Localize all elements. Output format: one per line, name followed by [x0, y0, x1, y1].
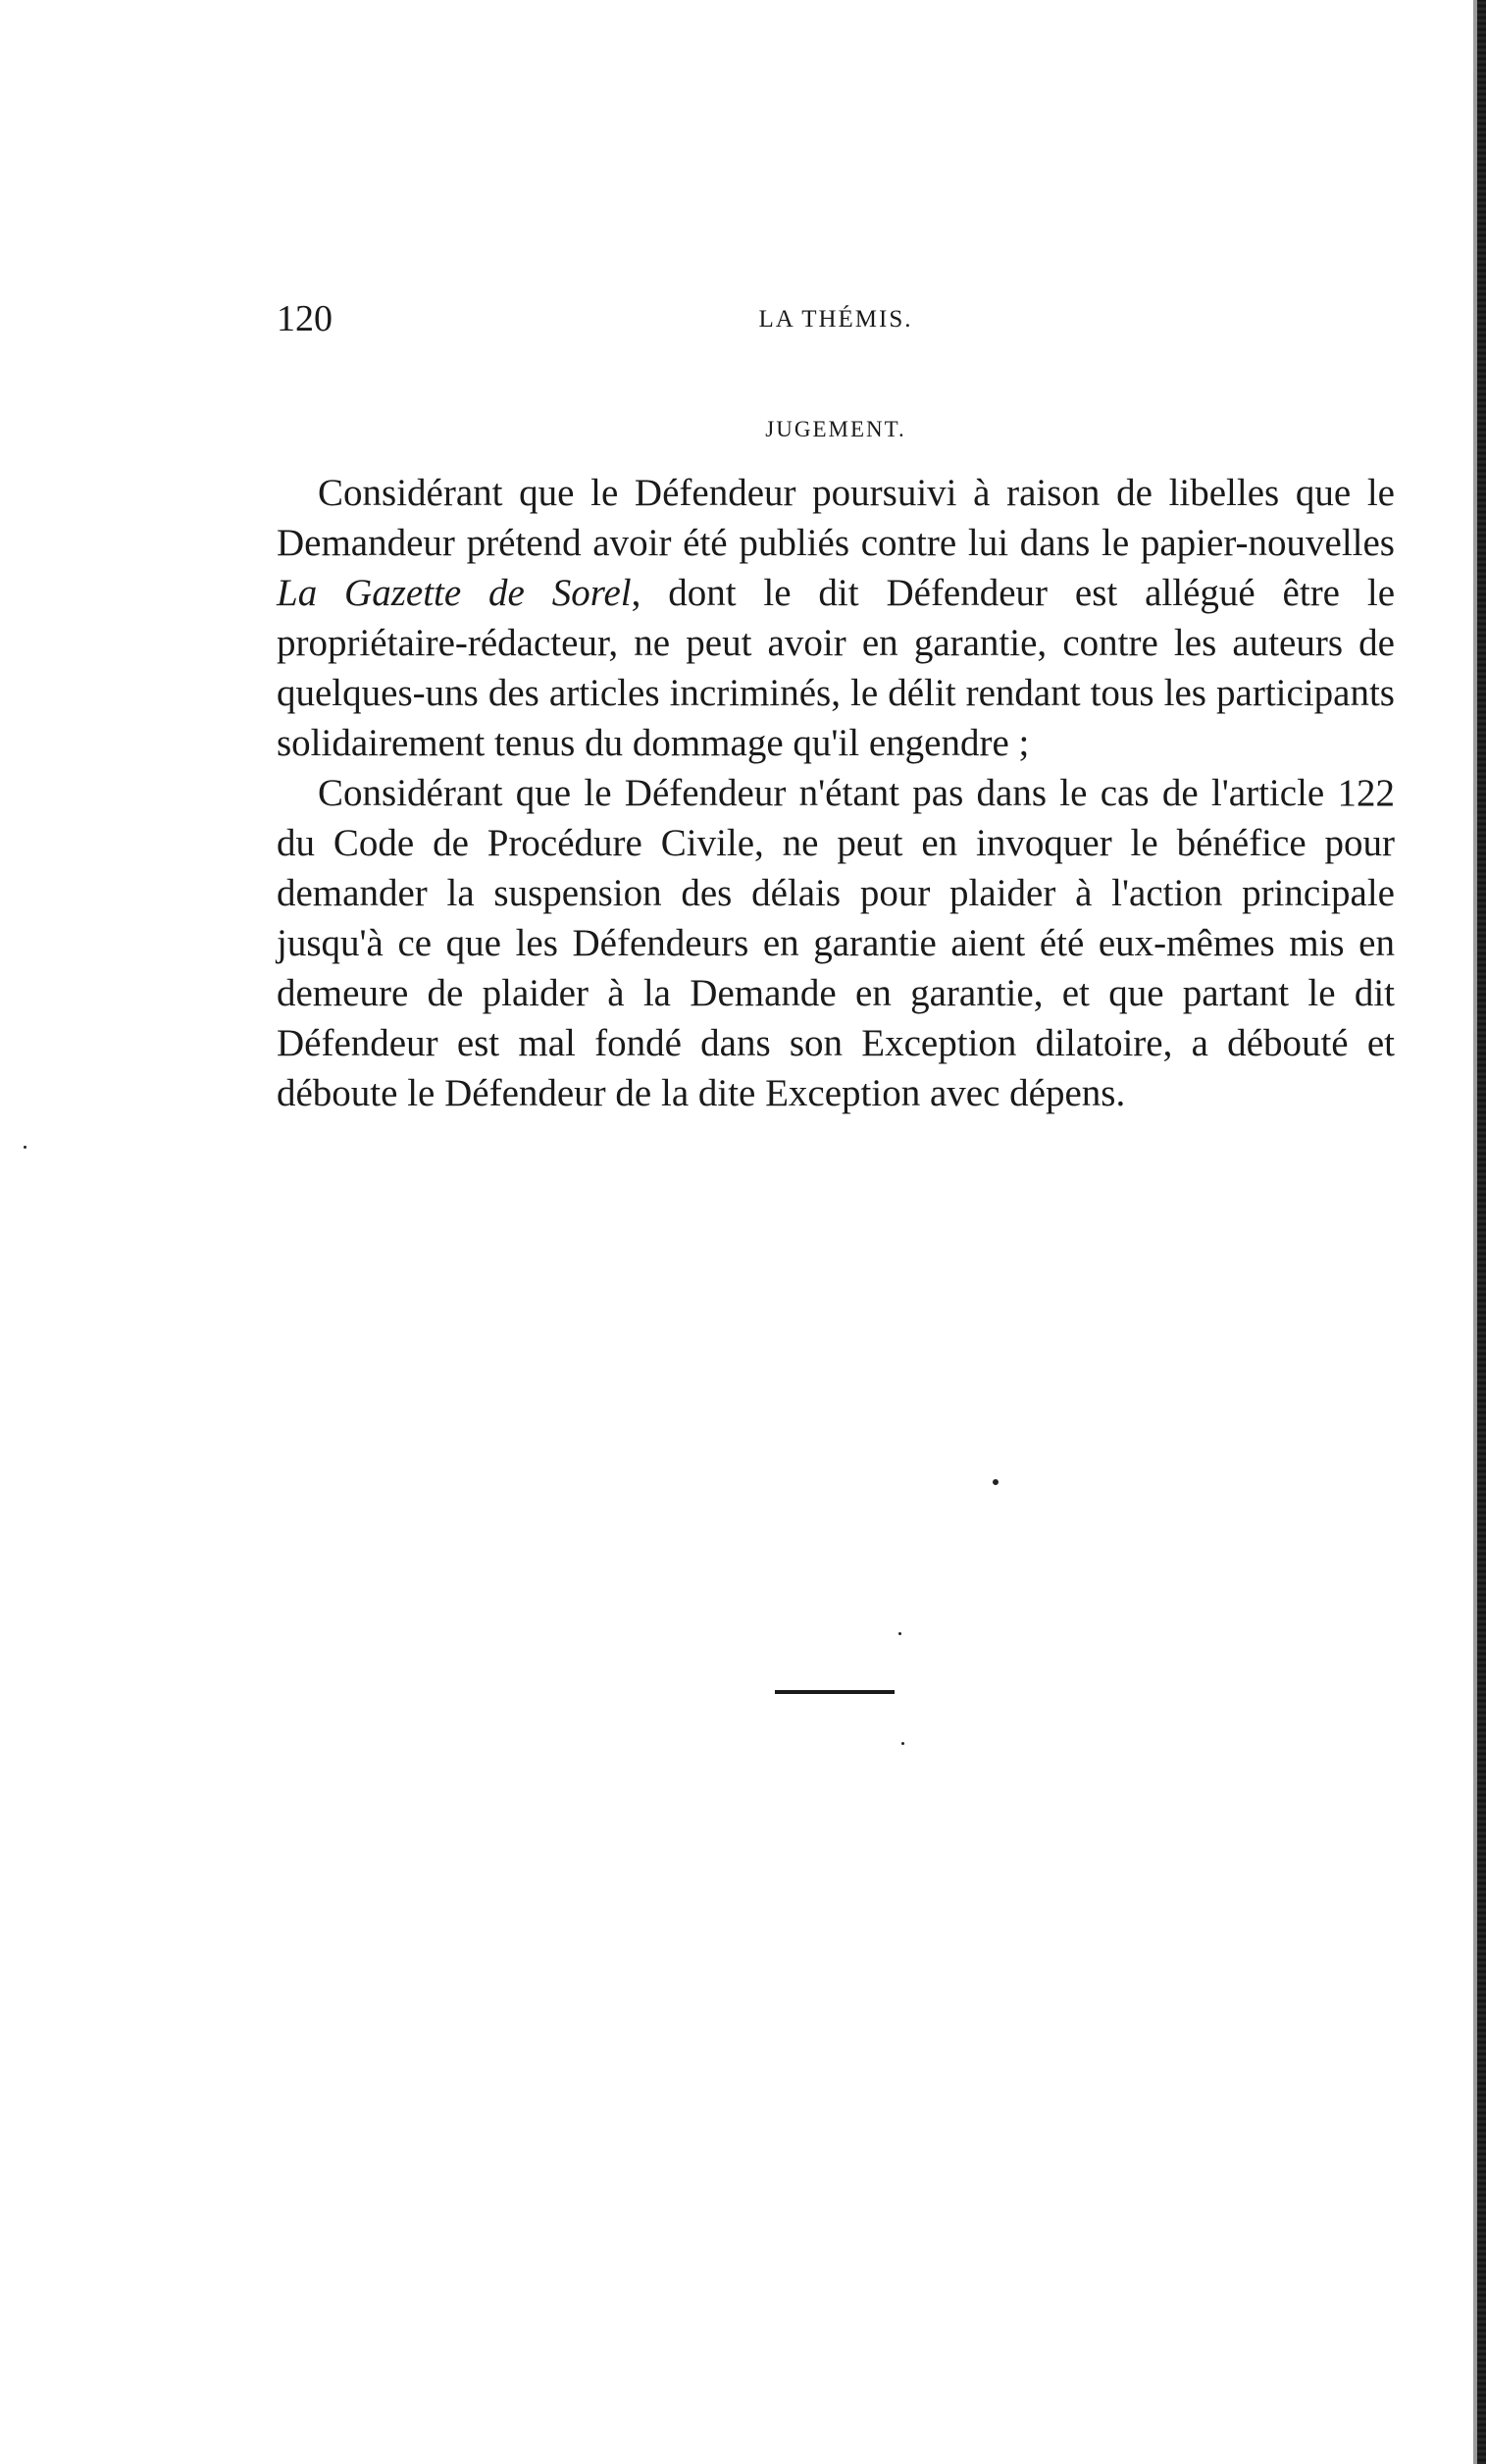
page-header [277, 294, 1395, 343]
paragraph-1-text-start: Considérant que le Défendeur poursuivi à raison de libelles que le Demandeur prétend avoir été publiés contre lui dans le papier-nouvelles [277, 472, 1395, 564]
section-heading: JUGEMENT. [765, 417, 906, 441]
ink-speck [901, 1742, 904, 1745]
body-text [277, 468, 1395, 1118]
paragraph-1 [277, 468, 1395, 768]
binding-edge [1477, 0, 1486, 2464]
paragraph-2: Considérant que le Défendeur n'étant pas dans le cas de l'article 122 du Code de Procédure Civile, ne peut en invoquer le bénéfice pour demander la suspension des délais pour plaider à l'action principale jusqu'à ce que les Défendeurs en garantie aient été eux-mêmes mis en demeure de plaider à la Demande en garantie, et que partant le dit Défendeur est mal fondé dans son Exception dilatoire, a débouté et déboute le Défendeur de la dite Exception avec dépens. [277, 772, 1395, 1114]
ink-speck [993, 1479, 999, 1485]
ink-speck [24, 1146, 26, 1149]
ink-speck [898, 1632, 901, 1635]
running-title: LA THÉMIS. [758, 306, 913, 333]
newspaper-title: La Gazette de Sorel [277, 572, 632, 614]
paragraph-1-text-end: , dont le dit Défendeur est allégué être le propriétaire-rédacteur, ne peut avoir en garantie, contre les auteurs de quelques-uns des articles incriminés, le délit rendant tous les participants solidairement tenus du dommage qu'il engendre ; [277, 572, 1396, 764]
end-rule [775, 1690, 895, 1694]
page-number: 120 [277, 298, 333, 339]
